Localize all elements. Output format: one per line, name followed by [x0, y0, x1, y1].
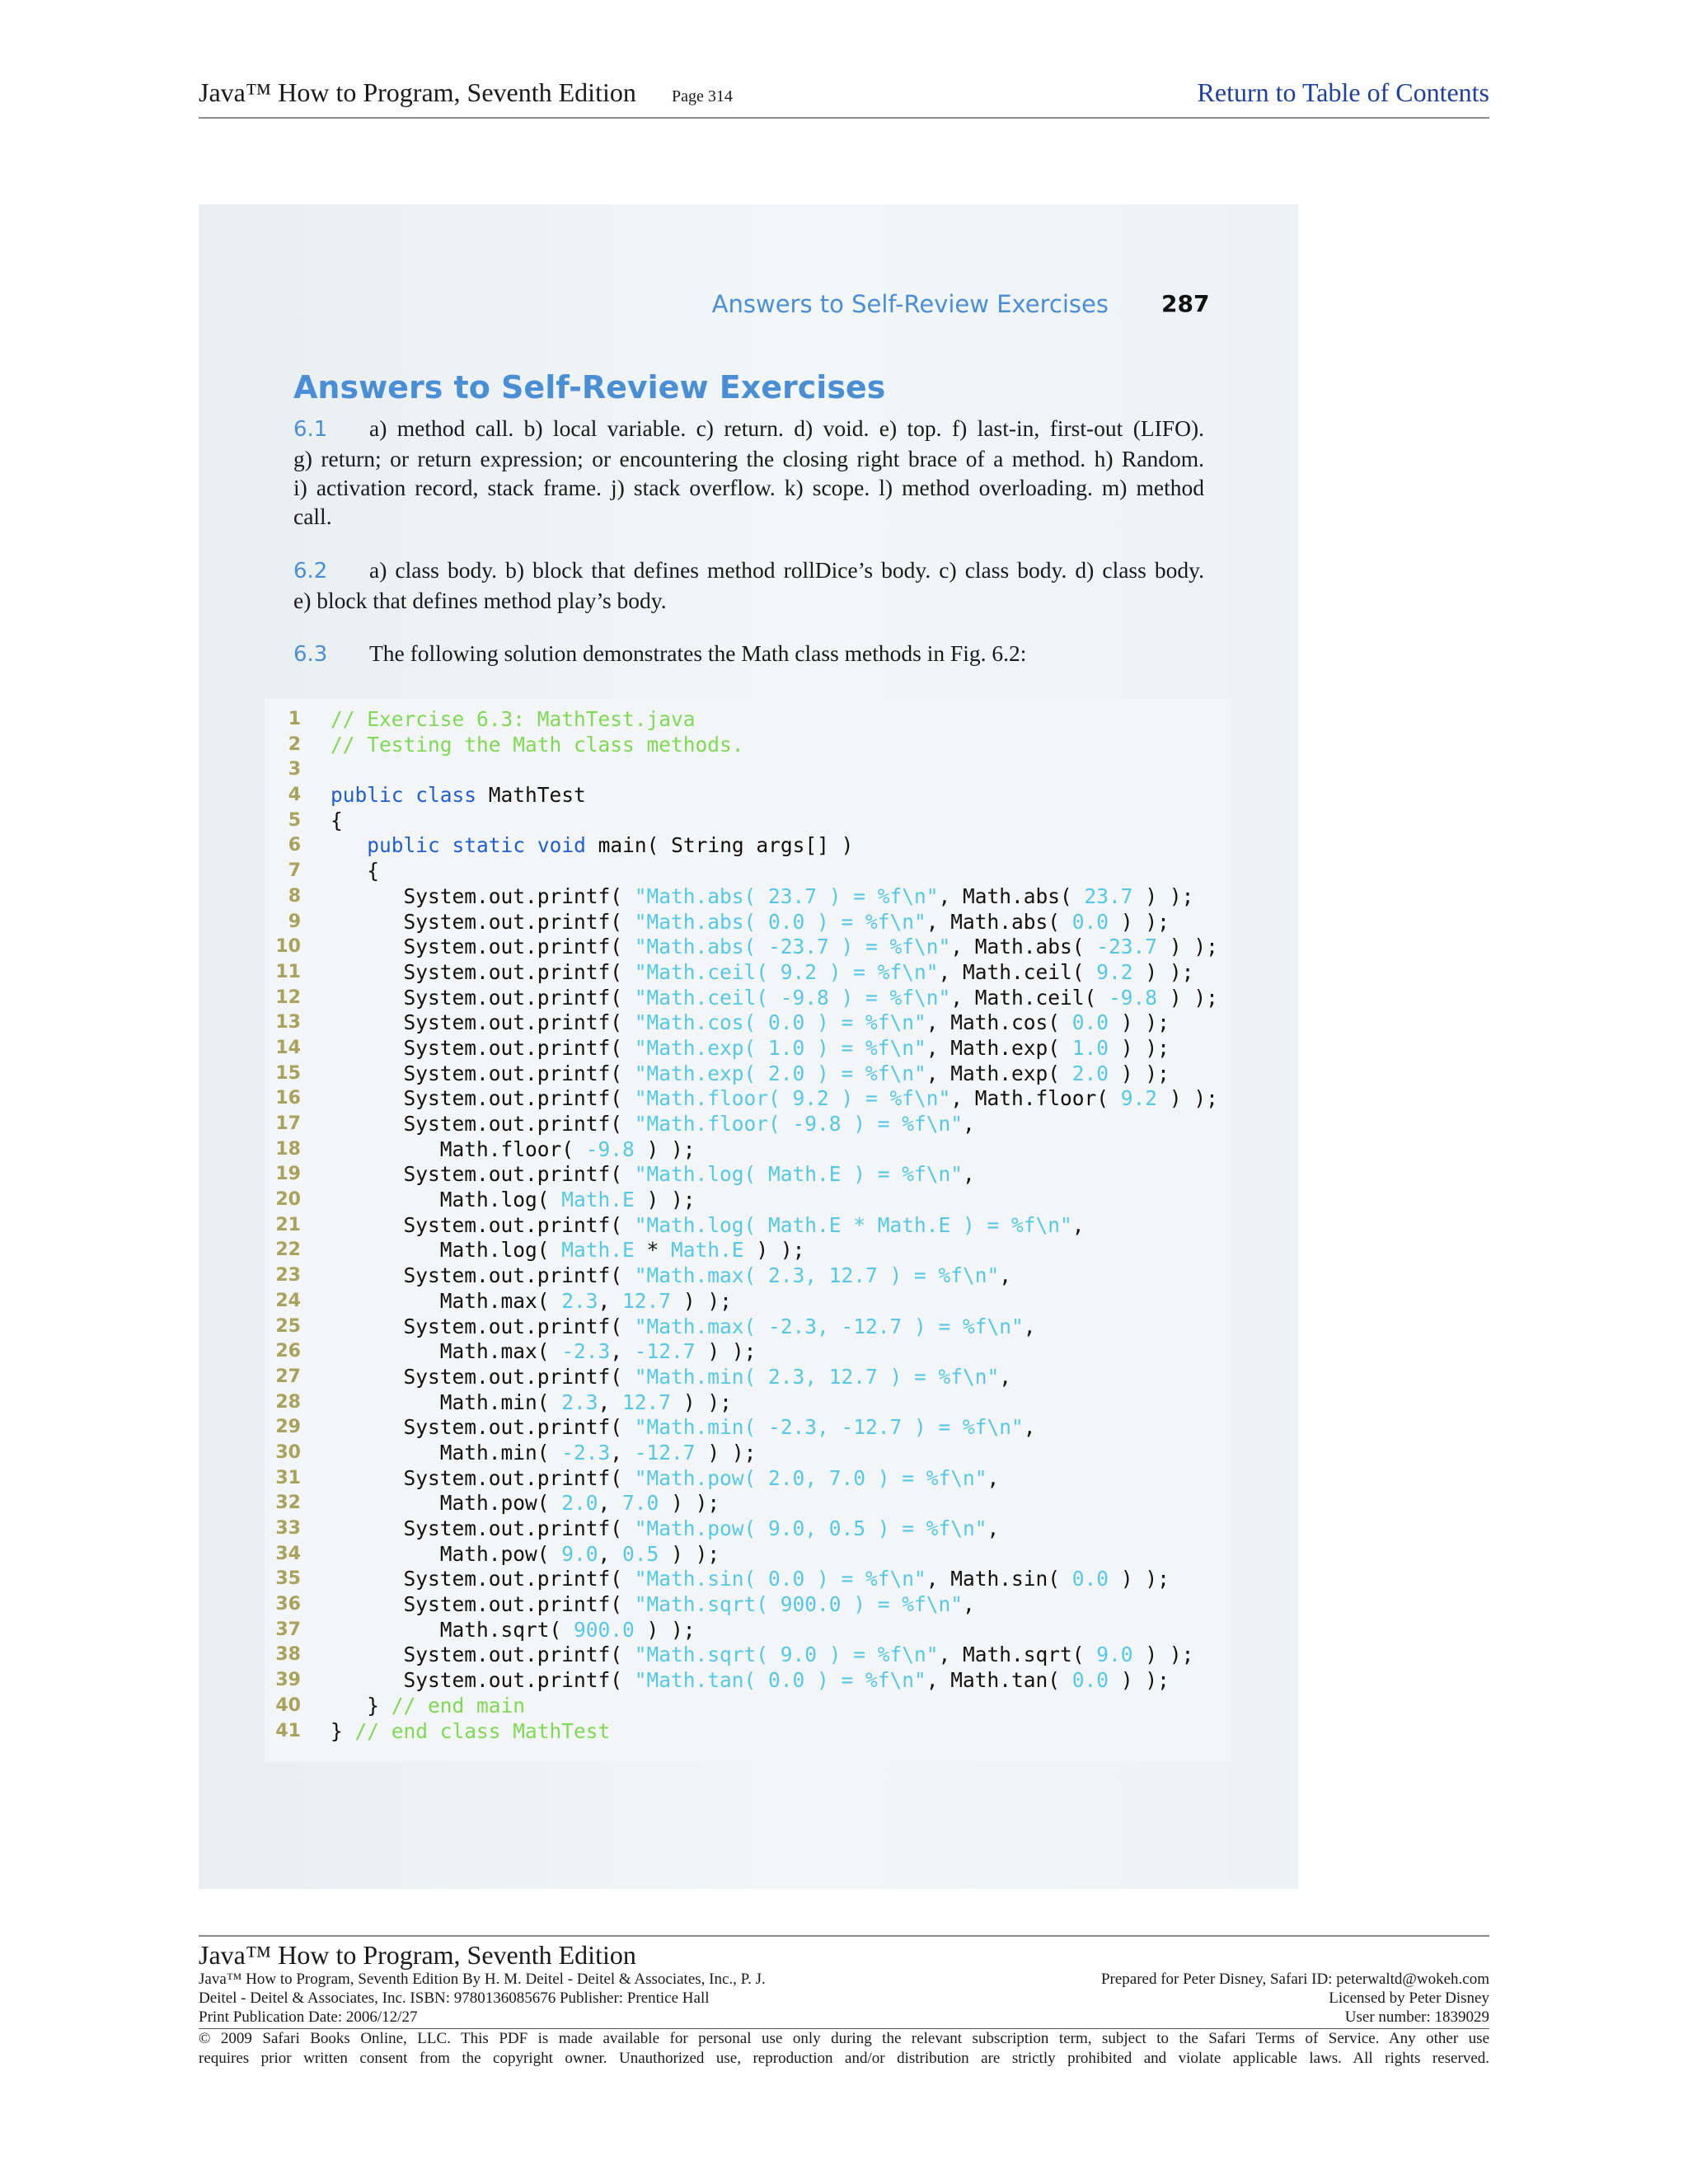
code-text: System.out.printf( "Math.log( Math.E ) = %f\n", [331, 1162, 975, 1187]
line-number: 4 [288, 785, 301, 806]
line-number: 20 [275, 1189, 301, 1211]
answer-text: a) class body. b) block that defines method rollDice’s body. c) class body. d) class body. [369, 557, 1204, 583]
line-number: 41 [275, 1720, 301, 1741]
code-text: System.out.printf( "Math.cos( 0.0 ) = %f\n", Math.cos( 0.0 ) ); [331, 1010, 1170, 1035]
line-number: 3 [288, 759, 301, 780]
code-text: System.out.printf( "Math.sin( 0.0 ) = %f\n", Math.sin( 0.0 ) ); [331, 1567, 1170, 1591]
code-text: System.out.printf( "Math.log( Math.E * Math.E ) = %f\n", [331, 1212, 1085, 1237]
code-text: System.out.printf( "Math.exp( 2.0 ) = %f\n", Math.exp( 2.0 ) ); [331, 1061, 1170, 1085]
code-text: System.out.printf( "Math.sqrt( 900.0 ) = %f\n", [331, 1592, 975, 1617]
code-text: System.out.printf( "Math.sqrt( 9.0 ) = %f\n", Math.sqrt( 9.0 ) ); [331, 1643, 1194, 1667]
line-number: 30 [275, 1441, 301, 1463]
footer-isbn: Deitel - Deitel & Associates, Inc. ISBN: 9780136085676 Publisher: Prentice Hall [199, 1990, 710, 2007]
line-number: 27 [275, 1366, 301, 1387]
code-text: System.out.printf( "Math.min( 2.3, 12.7 ) = %f\n", [331, 1364, 1012, 1389]
running-head: Answers to Self-Review Exercises [711, 290, 1109, 318]
line-number: 7 [288, 860, 301, 882]
line-number: 6 [288, 835, 301, 856]
line-number: 21 [275, 1214, 301, 1235]
page-reference: Page 314 [672, 87, 733, 105]
line-number: 19 [275, 1164, 301, 1185]
code-text: System.out.printf( "Math.max( 2.3, 12.7 ) = %f\n", [331, 1263, 1012, 1288]
line-number: 10 [275, 936, 301, 958]
line-number: 39 [275, 1670, 301, 1691]
answer-text: a) method call. b) local variable. c) return. d) void. e) top. f) last-in, first-out (LIFO). [369, 415, 1204, 441]
code-text: System.out.printf( "Math.abs( 23.7 ) = %f\n", Math.abs( 23.7 ) ); [331, 883, 1194, 908]
code-text: Math.sqrt( 900.0 ) ); [331, 1617, 696, 1642]
line-number: 22 [275, 1240, 301, 1261]
answer-6-3 [293, 639, 1204, 669]
answer-6-2 [293, 555, 1204, 615]
answer-line [293, 555, 1204, 586]
code-text: public class MathTest [331, 783, 586, 808]
answer-number: 6.1 [293, 417, 328, 442]
document-footer [199, 1935, 1489, 2069]
line-number: 14 [275, 1037, 301, 1058]
code-text: { [331, 859, 380, 883]
code-text: // Testing the Math class methods. [331, 732, 744, 757]
footer-user-number: User number: 1839029 [1344, 2008, 1489, 2026]
code-text: System.out.printf( "Math.abs( -23.7 ) = %f\n", Math.abs( -23.7 ) ); [331, 935, 1218, 959]
line-number: 9 [288, 911, 301, 932]
answer-line: call. [293, 504, 332, 529]
code-text: Math.pow( 2.0, 7.0 ) ); [331, 1491, 720, 1516]
code-text: Math.pow( 9.0, 0.5 ) ); [331, 1541, 720, 1566]
code-text: Math.log( Math.E * Math.E ) ); [331, 1238, 805, 1263]
answer-line: e) block that defines method play’s body. [293, 588, 667, 613]
code-text: } // end main [331, 1693, 526, 1718]
code-text: System.out.printf( "Math.pow( 2.0, 7.0 ) = %f\n", [331, 1465, 1000, 1490]
code-text: System.out.printf( "Math.tan( 0.0 ) = %f\n", Math.tan( 0.0 ) ); [331, 1668, 1170, 1693]
code-text: System.out.printf( "Math.max( -2.3, -12.7 ) = %f\n", [331, 1314, 1036, 1338]
code-text: public static void main( String args[] ) [367, 833, 854, 858]
line-number: 40 [275, 1694, 301, 1716]
line-number: 11 [275, 961, 301, 982]
line-number: 38 [275, 1644, 301, 1666]
line-number: 23 [275, 1265, 301, 1286]
line-number: 8 [288, 885, 301, 907]
line-number: 15 [275, 1062, 301, 1084]
line-number: 25 [275, 1315, 301, 1337]
line-number: 33 [275, 1518, 301, 1539]
line-number: 35 [275, 1568, 301, 1590]
footer-copyright: requires prior written consent from the copyright owner. Unauthorized use, reproduction and/or distribution are strictly prohibited and violate applicable laws. All rights reserved. [199, 2050, 1489, 2067]
book-page [199, 204, 1298, 1889]
code-text: Math.max( -2.3, -12.7 ) ); [331, 1339, 757, 1364]
code-text: System.out.printf( "Math.exp( 1.0 ) = %f\n", Math.exp( 1.0 ) ); [331, 1035, 1170, 1060]
line-number: 5 [288, 809, 301, 831]
footer-prepared-for: Prepared for Peter Disney, Safari ID: peterwaltd@wokeh.com [1100, 1971, 1489, 1988]
footer-row [199, 1971, 1489, 1990]
answer-number: 6.2 [293, 559, 328, 583]
answer-text: The following solution demonstrates the Math class methods in Fig. 6.2: [369, 640, 1027, 666]
code-text: System.out.printf( "Math.floor( -9.8 ) = %f\n", [331, 1112, 975, 1136]
line-number: 28 [275, 1391, 301, 1413]
footer-licensed-by: Licensed by Peter Disney [1329, 1990, 1489, 2007]
code-text: { [331, 808, 343, 832]
line-number: 1 [288, 709, 301, 729]
line-number: 26 [275, 1341, 301, 1362]
code-listing [265, 699, 1231, 1762]
line-number: 31 [275, 1467, 301, 1488]
line-number: 13 [275, 1012, 301, 1033]
footer-divider [199, 1935, 1489, 1937]
code-text: System.out.printf( "Math.ceil( 9.2 ) = %f\n", Math.ceil( 9.2 ) ); [331, 959, 1194, 984]
return-to-toc-link[interactable]: Return to Table of Contents [1197, 77, 1489, 107]
section-title: Answers to Self-Review Exercises [293, 369, 886, 405]
line-number: 24 [275, 1290, 301, 1311]
code-text: } // end class MathTest [331, 1718, 611, 1743]
code-text: // Exercise 6.3: MathTest.java [331, 707, 696, 731]
line-number: 12 [275, 987, 301, 1008]
answer-line: i) activation record, stack frame. j) stack overflow. k) scope. l) method overloading. m) method [293, 475, 1204, 500]
line-number: 17 [275, 1113, 301, 1134]
code-text: Math.log( Math.E ) ); [331, 1188, 696, 1212]
code-text: System.out.printf( "Math.pow( 9.0, 0.5 ) = %f\n", [331, 1516, 1000, 1540]
footer-row [199, 1990, 1489, 2008]
footer-title: Java™ How to Program, Seventh Edition [199, 1940, 636, 1970]
code-text: Math.min( 2.3, 12.7 ) ); [331, 1390, 732, 1414]
code-text: Math.min( -2.3, -12.7 ) ); [331, 1440, 757, 1465]
line-number: 2 [288, 733, 301, 755]
code-text: Math.floor( -9.8 ) ); [331, 1137, 696, 1161]
line-number: 37 [275, 1619, 301, 1640]
code-text: Math.max( 2.3, 12.7 ) ); [331, 1288, 732, 1313]
code-text: System.out.printf( "Math.abs( 0.0 ) = %f\n", Math.abs( 0.0 ) ); [331, 909, 1170, 934]
line-number: 32 [275, 1493, 301, 1514]
answer-line [293, 414, 1204, 444]
footer-row [199, 2008, 1489, 2027]
line-number: 18 [275, 1138, 301, 1160]
code-text: System.out.printf( "Math.ceil( -9.8 ) = %f\n", Math.ceil( -9.8 ) ); [331, 985, 1218, 1010]
answer-6-1 [293, 414, 1204, 531]
answer-line [293, 639, 1204, 669]
footer-copyright: © 2009 Safari Books Online, LLC. This PDF is made available for personal use only during the relevant subscription term, subject to the Safari Terms of Service. Any other use [199, 2030, 1489, 2047]
book-title: Java™ How to Program, Seventh Edition [199, 77, 636, 107]
page-number: 287 [1161, 290, 1210, 317]
code-text: System.out.printf( "Math.min( -2.3, -12.7 ) = %f\n", [331, 1415, 1036, 1440]
code-text: System.out.printf( "Math.floor( 9.2 ) = %f\n", Math.floor( 9.2 ) ); [331, 1086, 1218, 1111]
line-number: 34 [275, 1543, 301, 1564]
answer-line: g) return; or return expression; or encountering the closing right brace of a method. h) Random. [293, 446, 1204, 471]
line-number: 36 [275, 1594, 301, 1615]
footer-book-credit: Java™ How to Program, Seventh Edition By H. M. Deitel - Deitel & Associates, Inc., P. J. [199, 1971, 766, 1988]
footer-publication-date: Print Publication Date: 2006/12/27 [199, 2008, 418, 2026]
document-header [199, 77, 1489, 119]
answer-number: 6.3 [293, 642, 328, 667]
line-number: 16 [275, 1088, 301, 1109]
line-number: 29 [275, 1417, 301, 1438]
